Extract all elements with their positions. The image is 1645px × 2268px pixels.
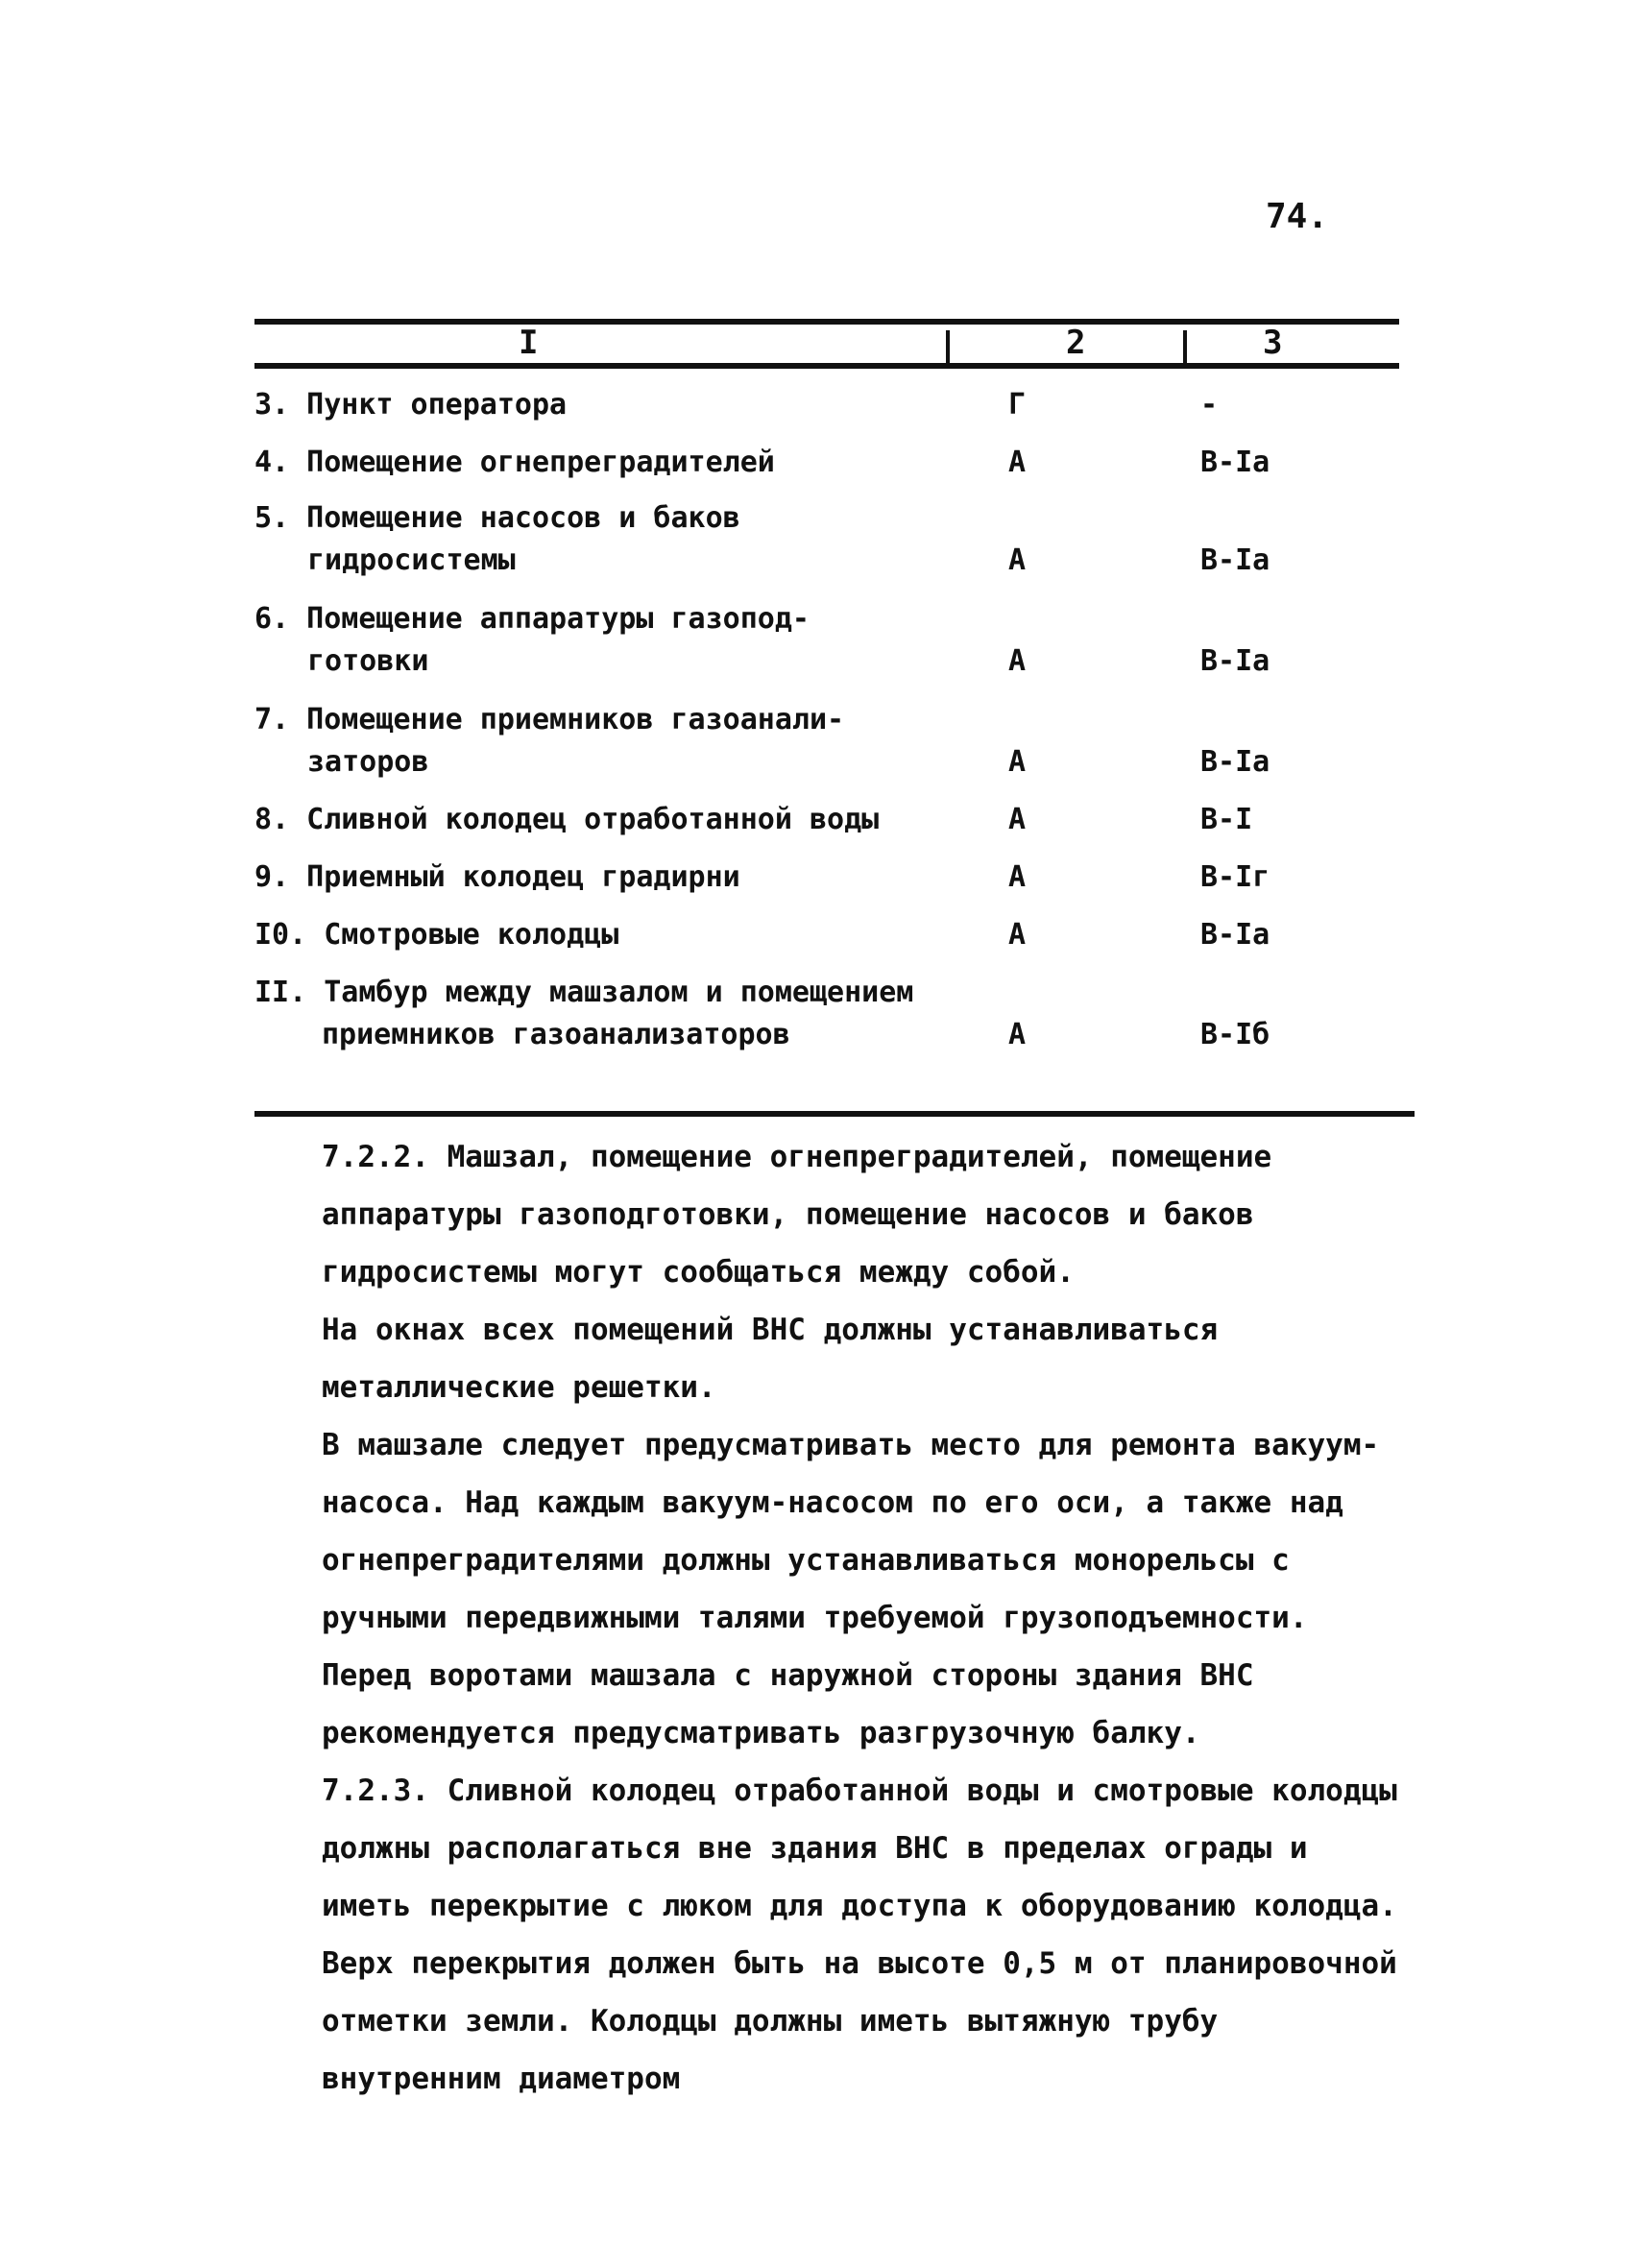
body-text xyxy=(254,1128,1407,2108)
zone-class: В-Iа xyxy=(1200,644,1270,678)
room-name: 7. Помещение приемников газоанали- заторов xyxy=(254,703,845,779)
paragraph: На окнах всех помещений ВНС должны устанавливаться металлические решетки. xyxy=(322,1313,1219,1405)
paragraph: Перед воротами машзала с наружной стороны здания ВНС рекомендуется предусматривать разгрузочную балку. xyxy=(322,1658,1254,1750)
zone-class: В-Iб xyxy=(1200,1018,1270,1051)
room-name: 4. Помещение огнепреградителей xyxy=(254,446,775,479)
zone-class: В-Iа xyxy=(1200,446,1270,479)
column-header-2: 2 xyxy=(1066,324,1086,362)
paragraph: В машзале следует предусматривать место для ремонта вакуум-насоса. Над каждым вакуум-насосом по его оси, а также над огнепреградителями должны устанавливаться монорельсы с ручными передвижными талями требуемой грузоподъемности. xyxy=(322,1428,1380,1635)
category: А xyxy=(1008,803,1027,836)
paragraph: 7.2.3. Сливной колодец отработанной воды и смотровые колодцы должны располагаться вне здания ВНС в пределах ограды и иметь перекрытие с люком для доступа к оборудованию колодца. Верх перекрытия должен быть на высоте 0,5 м от планировочной отметки земли. Колодцы должны иметь вытяжную трубу внутренним диаметром xyxy=(322,1773,1397,2096)
zone-class: В-Iг xyxy=(1200,860,1270,894)
room-name: II. Тамбур между машзалом и помещением приемников газоанализаторов xyxy=(254,976,914,1051)
column-header-3: 3 xyxy=(1263,324,1283,362)
table-bottom-rule xyxy=(254,1111,1415,1117)
room-name: 6. Помещение аппаратуры газопод- готовки xyxy=(254,602,810,678)
room-name: 9. Приемный колодец градирни xyxy=(254,860,740,894)
zone-class: В-Iа xyxy=(1200,745,1270,779)
column-header-1: I xyxy=(519,324,539,362)
column-separator xyxy=(1183,330,1187,363)
page-number: 74. xyxy=(1266,197,1329,236)
zone-class: В-I xyxy=(1200,803,1253,836)
category: А xyxy=(1008,745,1027,779)
table-top-rule xyxy=(254,319,1399,325)
category: Г xyxy=(1008,388,1027,422)
paragraph: 7.2.2. Машзал, помещение огнепреградителей, помещение аппаратуры газоподготовки, помещение насосов и баков гидросистемы могут сообщаться между собой. xyxy=(322,1140,1272,1290)
room-name: 3. Пункт оператора xyxy=(254,388,568,422)
category: А xyxy=(1008,543,1027,577)
room-name: I0. Смотровые колодцы xyxy=(254,918,619,952)
category: А xyxy=(1008,446,1027,479)
table-header-rule xyxy=(254,363,1399,369)
zone-class: В-Iа xyxy=(1200,543,1270,577)
category: А xyxy=(1008,860,1027,894)
category: А xyxy=(1008,1018,1027,1051)
category: А xyxy=(1008,918,1027,952)
zone-class: - xyxy=(1200,388,1219,422)
column-separator xyxy=(946,330,950,363)
room-name: 8. Сливной колодец отработанной воды xyxy=(254,803,880,836)
zone-class: В-Iа xyxy=(1200,918,1270,952)
room-name: 5. Помещение насосов и баков гидросистемы xyxy=(254,501,740,577)
category: А xyxy=(1008,644,1027,678)
